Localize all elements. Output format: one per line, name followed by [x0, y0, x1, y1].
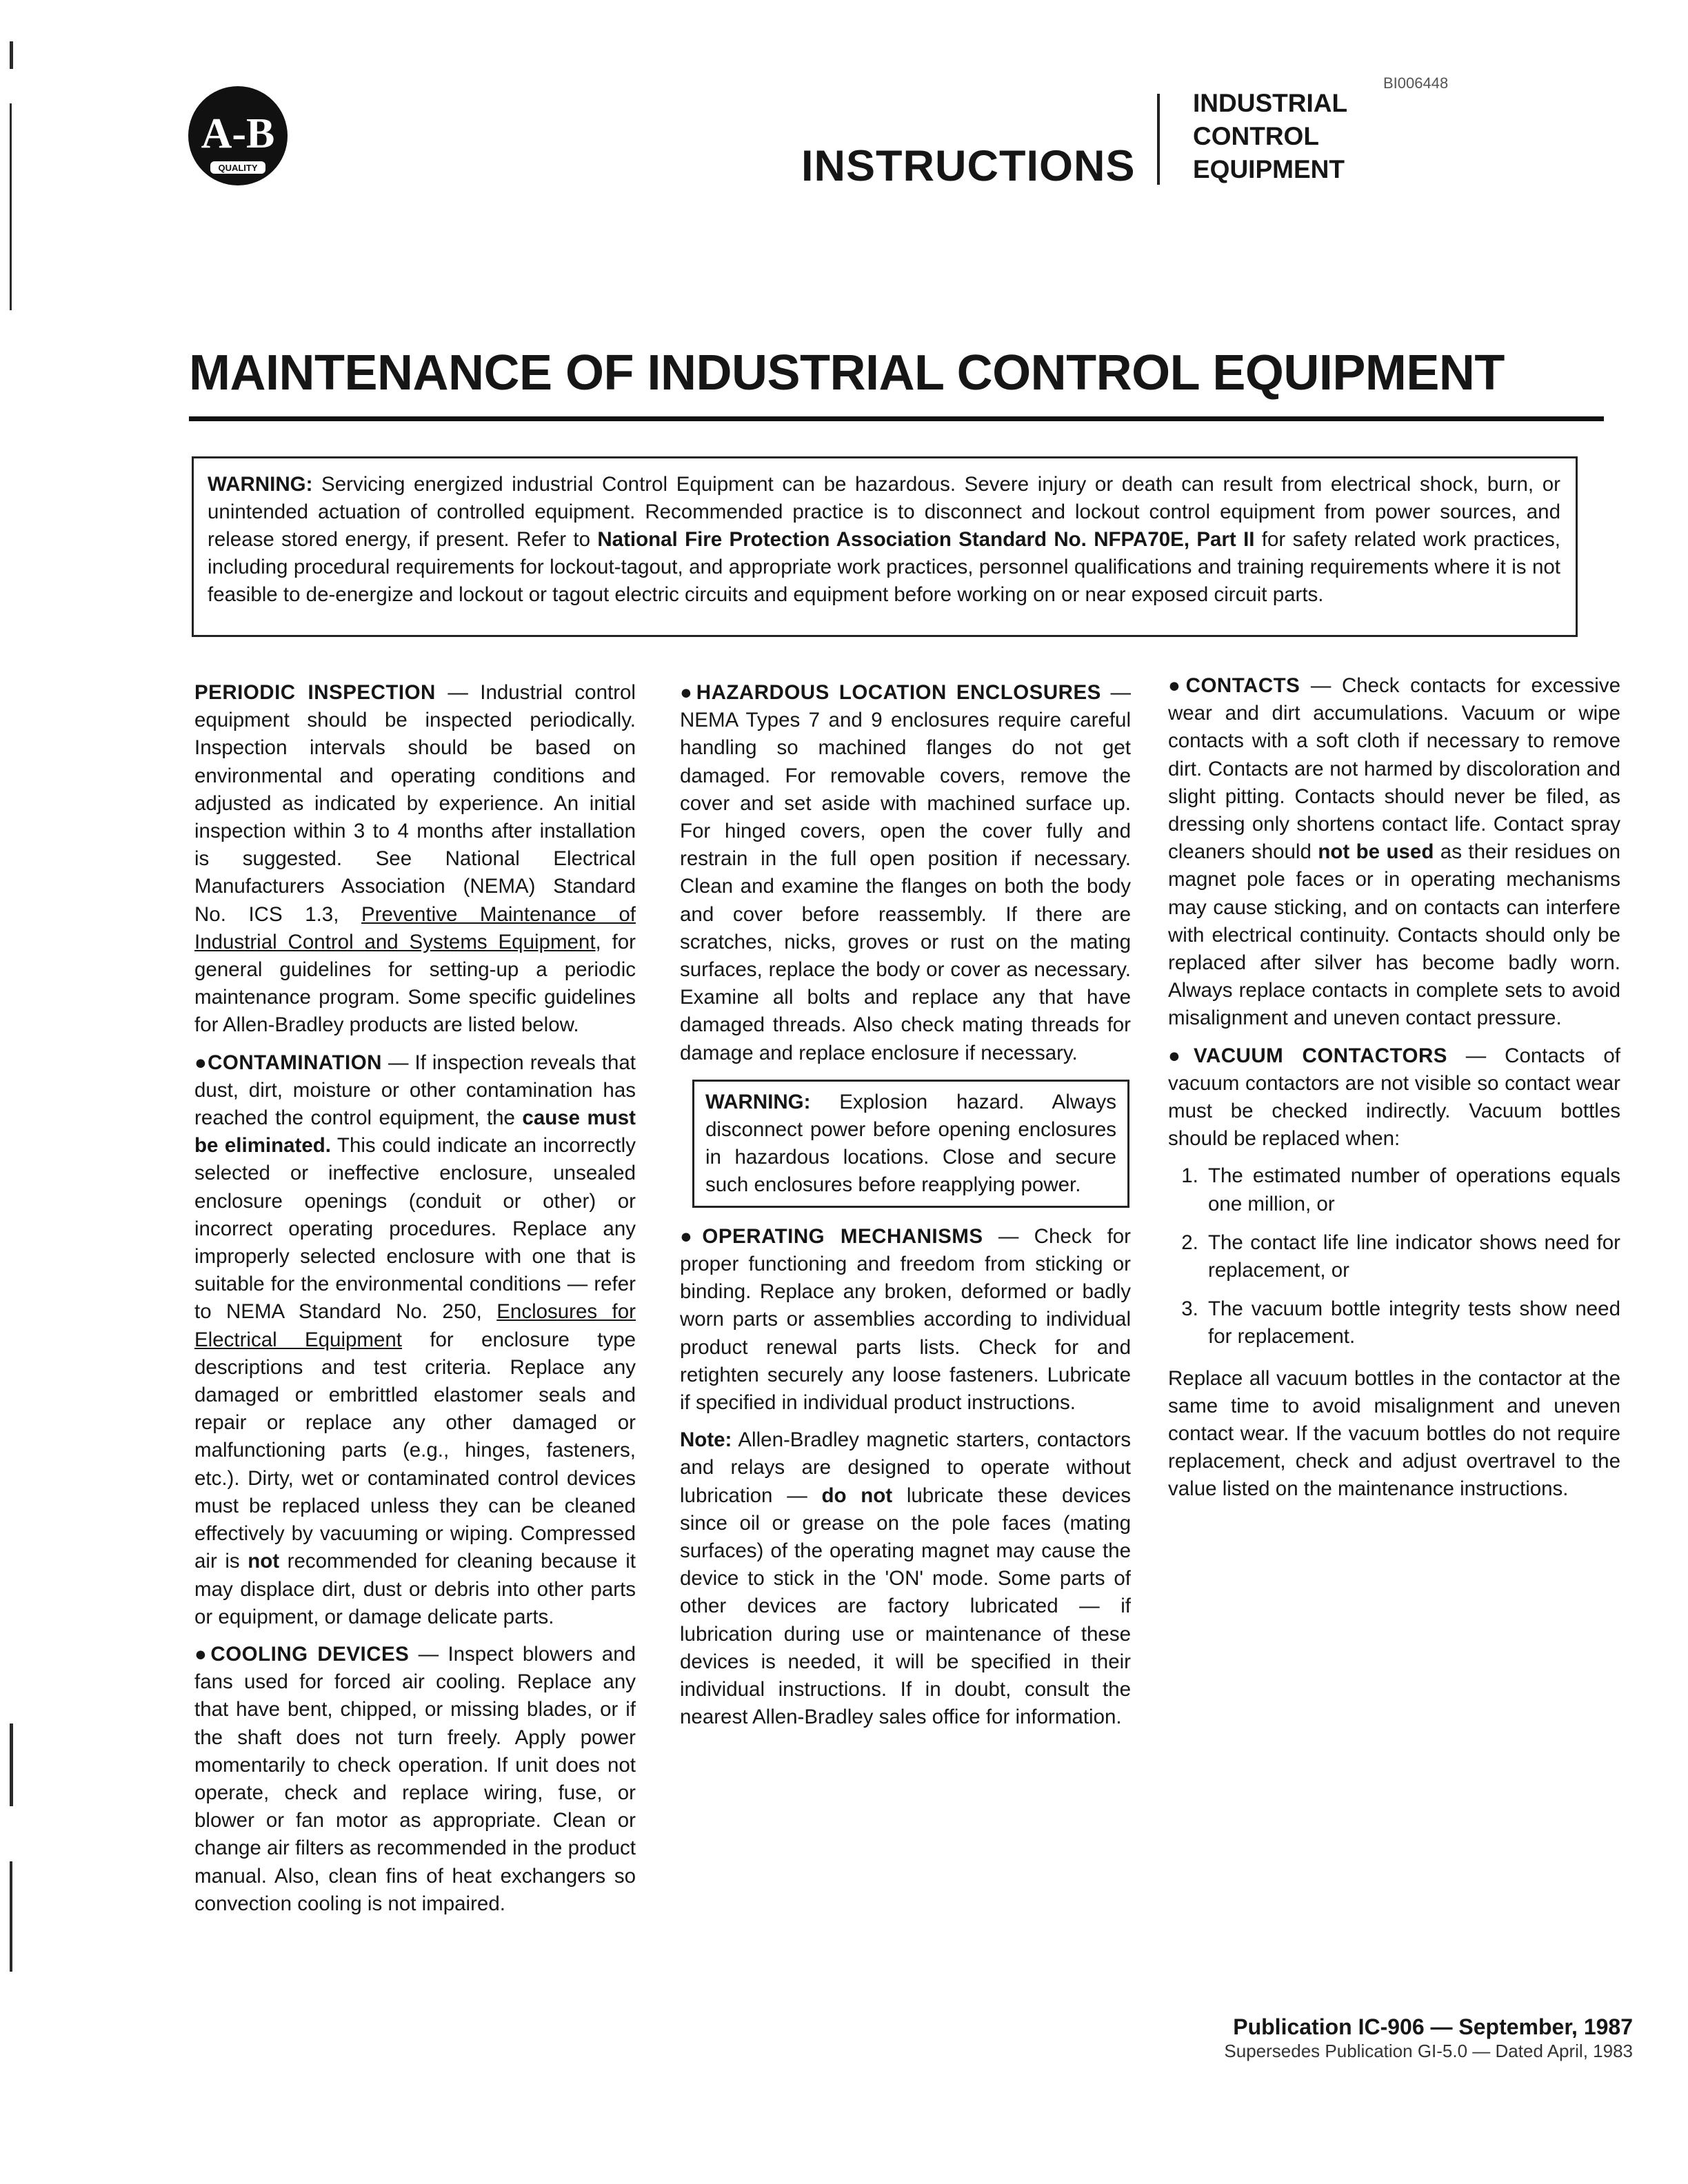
logo-letters: A-B — [201, 110, 275, 157]
section-heading: ●VACUUM CONTACTORS — [1168, 1044, 1447, 1067]
column-3 — [1168, 672, 1620, 1513]
section-heading: ●COOLING DEVICES — [194, 1642, 410, 1666]
section-text: NEMA Types 7 and 9 enclosures require careful handling so machined flanges do not get damaged. For removable covers, remove the cover and set aside with machined surface up. For hinged covers, open the cover fully and restrain in the full open position if necessary. Clean and examine the flanges on both the body and cover before reassembly. If there are scratches, nicks, groves or rust on the mating surfaces, replace the body or cover as necessary. Examine all bolts and replace any that have damaged threads. Also check mating threads for damage and replace enclosure if necessary. — [680, 709, 1131, 1064]
category-line: EQUIPMENT — [1193, 155, 1345, 183]
scan-edge-mark — [10, 103, 12, 310]
section-cooling-devices — [194, 1641, 636, 1918]
safety-warning-box — [192, 456, 1578, 637]
emphasis: do not — [821, 1484, 893, 1507]
column-1 — [194, 679, 636, 1928]
section-text: recommended for cleaning because it may displace dirt, dust or debris into other parts or equipment, or damage delicate parts. — [194, 1550, 636, 1628]
emphasis: not — [248, 1550, 280, 1573]
dash: — — [435, 681, 481, 704]
column-2 — [680, 679, 1131, 1741]
list-item: 1. The estimated number of operations equals one million, or — [1204, 1162, 1620, 1217]
section-text: Contacts of vacuum contactors are not visible so contact wear must be checked indirectly. Vacuum bottles should be replaced when: — [1168, 1044, 1620, 1151]
section-text: as their residues on magnet pole faces or in operating mechanisms may cause sticking, and on contacts can interfere with electrical continuity. Contacts should only be replaced after silver has become badly worn. Always replace contacts in complete sets to avoid misalignment and uneven contact pressure. — [1168, 840, 1620, 1030]
nema-reference: Preventive Maintenance of Industrial Control and Systems Equipment — [194, 902, 636, 953]
note-text: lubricate these devices since oil or grease on the pole faces (mating surfaces) of the operating magnet may cause the device to stick in the 'ON' mode. Some parts of other devices are factory lubricated — if lubrication during use or maintenance of these devices is needed, it will be specified in their individual instructions. If in doubt, consult the nearest Allen-Bradley sales office for information. — [680, 1484, 1131, 1729]
category-label — [1193, 87, 1347, 186]
section-text: Check contacts for excessive wear and dirt accumulations. Vacuum or wipe contacts with a soft cloth if necessary to remove dirt. Contacts are not harmed by discoloration and slight pitting. Contacts should never be filed, as dressing only shortens contact life. Contact spray cleaners should — [1168, 674, 1620, 864]
section-text: Inspect blowers and fans used for forced air cooling. Replace any that have bent, chipped, or missing blades, or if the shaft does not turn freely. Apply power momentarily to check operation. If unit does not operate, check and replace wiring, fuse, or blower or fan motor as appropriate. Clean or change air filters as recommended in the product manual. Also, clean fins of heat exchangers so convection cooling is not impaired. — [194, 1642, 636, 1915]
section-text: Industrial control equipment should be inspected periodically. Inspection intervals should be based on environmental and operating conditions and adjusted as indicated by experience. An initial inspection within 3 to 4 months after installation is suggested. See National Electrical Manufacturers Association (NEMA) Standard No. ICS 1.3, — [194, 681, 636, 926]
warning-label: WARNING: — [705, 1090, 811, 1113]
section-text: Check for proper functioning and freedom from sticking or binding. Replace any broken, deformed or badly worn parts or assemblies according to individual product renewal parts lists. Check for and retighten securely any loose fasteners. Lubricate if specified in individual product instructions. — [680, 1224, 1131, 1415]
warning-text: Explosion hazard. Always disconnect power before opening enclosures in hazardous locations. Close and secure such enclosures before reapplying power. — [705, 1090, 1116, 1196]
category-line: INDUSTRIAL — [1193, 89, 1348, 117]
publication-info: Publication IC-906 — September, 1987 — [1233, 2014, 1633, 2039]
dash: — — [983, 1224, 1034, 1248]
section-heading: ●CONTAMINATION — [194, 1051, 382, 1074]
dash: — — [1101, 681, 1131, 704]
list-item: 3. The vacuum bottle integrity tests show need for replacement. — [1204, 1295, 1620, 1351]
section-text: , for general guidelines for setting-up a periodic maintenance program. Some specific guidelines for Allen-Bradley products are listed below. — [194, 930, 636, 1037]
emphasis: not be used — [1318, 840, 1434, 864]
section-vacuum-contactors — [1168, 1042, 1620, 1153]
note-label: Note: — [680, 1428, 732, 1452]
logo-sub: QUALITY — [218, 163, 258, 173]
instructions-heading: INSTRUCTIONS — [801, 142, 1136, 190]
section-hazardous-location — [680, 679, 1131, 1067]
section-text: This could indicate an incorrectly selected or ineffective enclosure, unsealed enclosure openings (conduit or other) or incorrect operating procedures. Replace any improperly selected enclosure with one that is suitable for the environmental conditions — refer to NEMA Standard No. 250, — [194, 1134, 636, 1324]
dash: — — [1447, 1044, 1505, 1067]
lubrication-note — [680, 1426, 1131, 1731]
section-operating-mechanisms — [680, 1223, 1131, 1417]
warning-standard: National Fire Protection Association Standard No. NFPA70E, Part II — [597, 528, 1255, 551]
title-rule — [189, 416, 1604, 421]
dash: — — [381, 1051, 415, 1074]
section-contamination — [194, 1049, 636, 1631]
section-text: If inspection reveals that dust, dirt, moisture or other contamination has reached the control equipment, the — [194, 1051, 636, 1130]
note-text: Allen-Bradley magnetic starters, contactors and relays are designed to operate without lubrication — — [680, 1428, 1131, 1507]
emphasis: cause must be eliminated. — [194, 1106, 636, 1157]
replacement-conditions-list — [1168, 1162, 1620, 1351]
scan-edge-mark — [10, 1723, 13, 1806]
warning-text: Servicing energized industrial Control Equipment can be hazardous. Severe injury or death can result from electrical shock, burn, or unintended actuation of controlled equipment. Recommended practice is to disconnect and lockout control equipment from power sources, and release stored energy, if present. Refer to — [208, 473, 1560, 551]
supersedes-info: Supersedes Publication GI-5.0 — Dated April, 1983 — [1224, 2041, 1633, 2061]
section-text: for enclosure type descriptions and test criteria. Replace any damaged or embrittled elastomer seals and repair or replace any other damaged or malfunctioning parts (e.g., hinges, fasteners, etc.). Dirty, wet or contaminated control devices must be replaced unless they can be cleaned effectively by vacuuming or wiping. Compressed air is — [194, 1328, 636, 1573]
vacuum-replacement-text: Replace all vacuum bottles in the contactor at the same time to avoid misalignment and uneven contact wear. If the vacuum bottles do not require replacement, check and adjust overtravel to the value listed on the maintenance instructions. — [1168, 1366, 1620, 1501]
page-title: MAINTENANCE OF INDUSTRIAL CONTROL EQUIPMENT — [189, 345, 1505, 401]
document-id: BI006448 — [1383, 74, 1449, 92]
header-divider — [1157, 94, 1160, 185]
nema-reference: Enclosures for Electrical Equipment — [194, 1300, 636, 1351]
list-item: 2. The contact life line indicator shows need for replacement, or — [1204, 1229, 1620, 1284]
section-heading: ●OPERATING MECHANISMS — [680, 1224, 983, 1248]
section-heading: ●HAZARDOUS LOCATION ENCLOSURES — [680, 681, 1101, 704]
dash: — — [1300, 674, 1342, 697]
ab-logo — [186, 84, 290, 188]
section-contacts — [1168, 672, 1620, 1033]
scan-edge-mark — [10, 41, 13, 69]
section-periodic-inspection — [194, 679, 636, 1040]
warning-label: WARNING: — [208, 473, 313, 496]
dash: — — [409, 1642, 448, 1666]
warning-text: for safety related work practices, including procedural requirements for lockout-tagout, and appropriate work practices, personnel qualifications and training requirements where it is not feasible to de-energize and lockout or tagout electric circuits and equipment before working on or near exposed circuit parts. — [208, 528, 1560, 606]
category-line: CONTROL — [1193, 122, 1319, 150]
scan-edge-mark — [10, 1861, 12, 1972]
explosion-warning-box — [692, 1080, 1129, 1208]
section-heading: PERIODIC INSPECTION — [194, 681, 436, 704]
section-heading: ●CONTACTS — [1168, 674, 1300, 697]
